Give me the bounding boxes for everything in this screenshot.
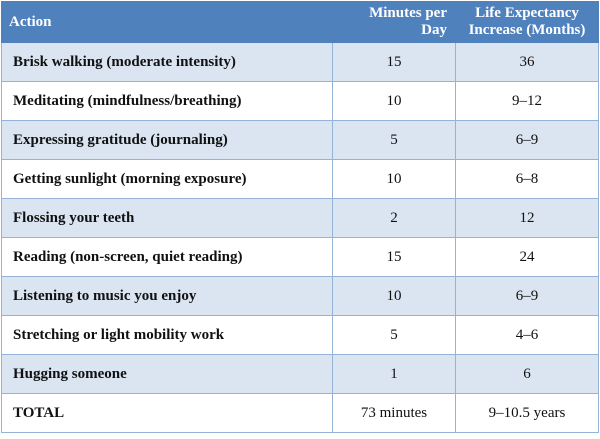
table-row (2, 355, 599, 394)
cell-life-increase: 6–9 (456, 121, 599, 160)
cell-action: Expressing gratitude (journaling) (2, 121, 333, 160)
header-minutes-per-day: Minutes per Day (333, 2, 456, 43)
cell-minutes: 5 (333, 121, 456, 160)
cell-action: Reading (non-screen, quiet reading) (2, 238, 333, 277)
cell-action: Listening to music you enjoy (2, 277, 333, 316)
cell-action: Flossing your teeth (2, 199, 333, 238)
cell-minutes: 2 (333, 199, 456, 238)
total-minutes: 73 minutes (333, 394, 456, 433)
longevity-table-container (1, 1, 598, 438)
cell-action: Stretching or light mobility work (2, 316, 333, 355)
cell-minutes: 15 (333, 238, 456, 277)
table-row (2, 82, 599, 121)
cell-minutes: 15 (333, 43, 456, 82)
cell-life-increase: 24 (456, 238, 599, 277)
table-header-row (2, 2, 599, 43)
header-action: Action (2, 2, 333, 43)
cell-life-increase: 4–6 (456, 316, 599, 355)
cell-life-increase: 6 (456, 355, 599, 394)
table-total-row (2, 394, 599, 433)
longevity-actions-table (1, 1, 599, 433)
cell-life-increase: 6–8 (456, 160, 599, 199)
table-row (2, 238, 599, 277)
total-life-increase: 9–10.5 years (456, 394, 599, 433)
table-row (2, 160, 599, 199)
table-row (2, 43, 599, 82)
cell-action: Hugging someone (2, 355, 333, 394)
total-label: TOTAL (2, 394, 333, 433)
cell-life-increase: 36 (456, 43, 599, 82)
table-row (2, 277, 599, 316)
cell-life-increase: 12 (456, 199, 599, 238)
cell-life-increase: 9–12 (456, 82, 599, 121)
cell-minutes: 10 (333, 82, 456, 121)
cell-minutes: 10 (333, 277, 456, 316)
cell-minutes: 5 (333, 316, 456, 355)
table-row (2, 121, 599, 160)
table-row (2, 316, 599, 355)
table-row (2, 199, 599, 238)
cell-life-increase: 6–9 (456, 277, 599, 316)
cell-action: Getting sunlight (morning exposure) (2, 160, 333, 199)
cell-action: Meditating (mindfulness/breathing) (2, 82, 333, 121)
cell-minutes: 1 (333, 355, 456, 394)
cell-minutes: 10 (333, 160, 456, 199)
cell-action: Brisk walking (moderate intensity) (2, 43, 333, 82)
header-life-expectancy-increase: Life Expectancy Increase (Months) (456, 2, 599, 43)
